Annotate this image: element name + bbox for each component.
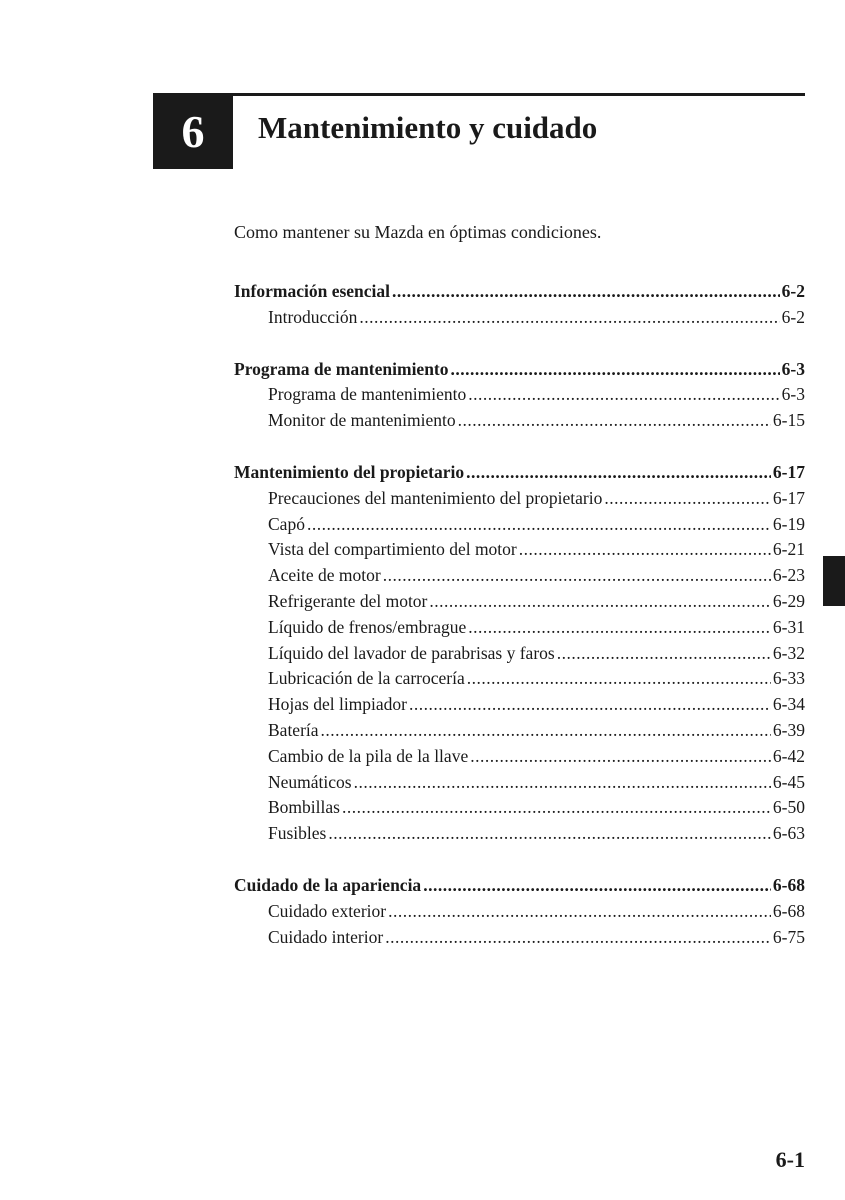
dot-leader — [385, 925, 771, 951]
dot-leader — [307, 512, 771, 538]
dot-leader — [354, 770, 771, 796]
toc-item-page: 6-45 — [772, 771, 805, 792]
toc-item[interactable] — [234, 382, 805, 408]
toc-item-page: 6-39 — [772, 719, 805, 740]
toc-item-label: Aceite de motor — [268, 565, 381, 586]
toc-item-label: Lubricación de la carrocería — [268, 668, 465, 689]
dot-leader — [557, 641, 771, 667]
dot-leader — [388, 899, 771, 925]
toc-section-heading-label: Mantenimiento del propietario — [234, 461, 465, 482]
dot-leader — [359, 305, 779, 331]
toc-item-label: Líquido de frenos/embrague — [268, 616, 467, 637]
toc-item-label: Programa de mantenimiento — [268, 384, 467, 405]
toc-section-heading[interactable] — [234, 357, 805, 383]
toc-item[interactable] — [234, 512, 805, 538]
toc-item-label: Introducción — [268, 306, 358, 327]
chapter-side-tab — [823, 556, 845, 606]
toc-item-label: Precauciones del mantenimiento del propietario — [268, 487, 603, 508]
dot-leader — [467, 666, 771, 692]
toc-item-page: 6-19 — [772, 513, 805, 534]
chapter-intro: Como mantener su Mazda en óptimas condiciones. — [234, 222, 602, 242]
toc-item[interactable] — [234, 641, 805, 667]
dot-leader — [468, 382, 779, 408]
toc-item-page: 6-2 — [781, 306, 805, 327]
chapter-title: Mantenimiento y cuidado — [258, 110, 598, 145]
toc-item-page: 6-63 — [772, 823, 805, 844]
toc-item[interactable] — [234, 925, 805, 951]
dot-leader — [604, 486, 771, 512]
toc-item-label: Cuidado interior — [268, 926, 384, 947]
toc-section — [234, 873, 805, 950]
dot-leader — [383, 563, 771, 589]
toc-item[interactable] — [234, 408, 805, 434]
dot-leader — [392, 279, 780, 305]
toc-section-heading-page: 6-2 — [781, 281, 805, 301]
toc-item[interactable] — [234, 770, 805, 796]
toc-item-page: 6-23 — [772, 565, 805, 586]
dot-leader — [466, 460, 771, 486]
toc-item-page: 6-42 — [772, 745, 805, 766]
toc-item[interactable] — [234, 899, 805, 925]
toc-item[interactable] — [234, 563, 805, 589]
toc-item-page: 6-34 — [772, 694, 805, 715]
toc-item-page: 6-31 — [772, 616, 805, 637]
toc-item-label: Monitor de mantenimiento — [268, 410, 456, 431]
toc-item-page: 6-29 — [772, 590, 805, 611]
toc-section-heading-page: 6-68 — [772, 874, 805, 895]
toc-item-label: Capó — [268, 513, 305, 534]
toc-item-label: Fusibles — [268, 823, 327, 844]
dot-leader — [423, 873, 771, 899]
toc-item-label: Vista del compartimiento del motor — [268, 539, 517, 560]
toc-section — [234, 279, 805, 331]
dot-leader — [458, 408, 771, 434]
toc-item-label: Batería — [268, 719, 319, 740]
toc-section-heading[interactable] — [234, 279, 805, 305]
toc-item-label: Bombillas — [268, 797, 340, 818]
toc-item-label: Cuidado exterior — [268, 900, 387, 921]
toc-item[interactable] — [234, 486, 805, 512]
toc-item-page: 6-68 — [772, 900, 805, 921]
dot-leader — [470, 744, 771, 770]
header-rule — [233, 93, 805, 96]
toc-item-label: Líquido del lavador de parabrisas y faros — [268, 642, 555, 663]
toc-item-page: 6-75 — [772, 926, 805, 947]
page-number: 6-1 — [775, 1147, 805, 1172]
toc-section-heading-label: Información esencial — [234, 281, 391, 301]
toc-item-page: 6-32 — [772, 642, 805, 663]
toc-item-label: Refrigerante del motor — [268, 590, 428, 611]
dot-leader — [342, 795, 771, 821]
toc-item[interactable] — [234, 666, 805, 692]
chapter-number-box — [153, 93, 233, 169]
toc-item[interactable] — [234, 744, 805, 770]
dot-leader — [519, 537, 771, 563]
toc-item[interactable] — [234, 718, 805, 744]
dot-leader — [321, 718, 771, 744]
toc-item-page: 6-33 — [772, 668, 805, 689]
dot-leader — [451, 357, 780, 383]
toc-section-heading-label: Programa de mantenimiento — [234, 358, 449, 379]
toc-item-label: Cambio de la pila de la llave — [268, 745, 469, 766]
toc-item[interactable] — [234, 615, 805, 641]
toc-item[interactable] — [234, 537, 805, 563]
toc-item[interactable] — [234, 589, 805, 615]
toc-item-page: 6-21 — [772, 539, 805, 560]
dot-leader — [409, 692, 771, 718]
toc-item[interactable] — [234, 305, 805, 331]
toc-item-page: 6-50 — [772, 797, 805, 818]
toc-section — [234, 460, 805, 847]
table-of-contents — [234, 279, 805, 976]
dot-leader — [328, 821, 771, 847]
chapter-number: 6 — [181, 105, 205, 157]
toc-item-page: 6-3 — [781, 384, 805, 405]
dot-leader — [429, 589, 771, 615]
toc-section-heading-label: Cuidado de la apariencia — [234, 874, 422, 895]
toc-item[interactable] — [234, 692, 805, 718]
toc-item-label: Neumáticos — [268, 771, 352, 792]
toc-item-label: Hojas del limpiador — [268, 694, 408, 715]
dot-leader — [468, 615, 771, 641]
toc-item-page: 6-15 — [772, 410, 805, 431]
toc-section-heading[interactable] — [234, 460, 805, 486]
toc-item[interactable] — [234, 821, 805, 847]
toc-section — [234, 357, 805, 434]
toc-item[interactable] — [234, 795, 805, 821]
toc-section-heading-page: 6-17 — [772, 461, 805, 482]
toc-item-page: 6-17 — [772, 487, 805, 508]
toc-section-heading-page: 6-3 — [781, 358, 805, 379]
toc-section-heading[interactable] — [234, 873, 805, 899]
